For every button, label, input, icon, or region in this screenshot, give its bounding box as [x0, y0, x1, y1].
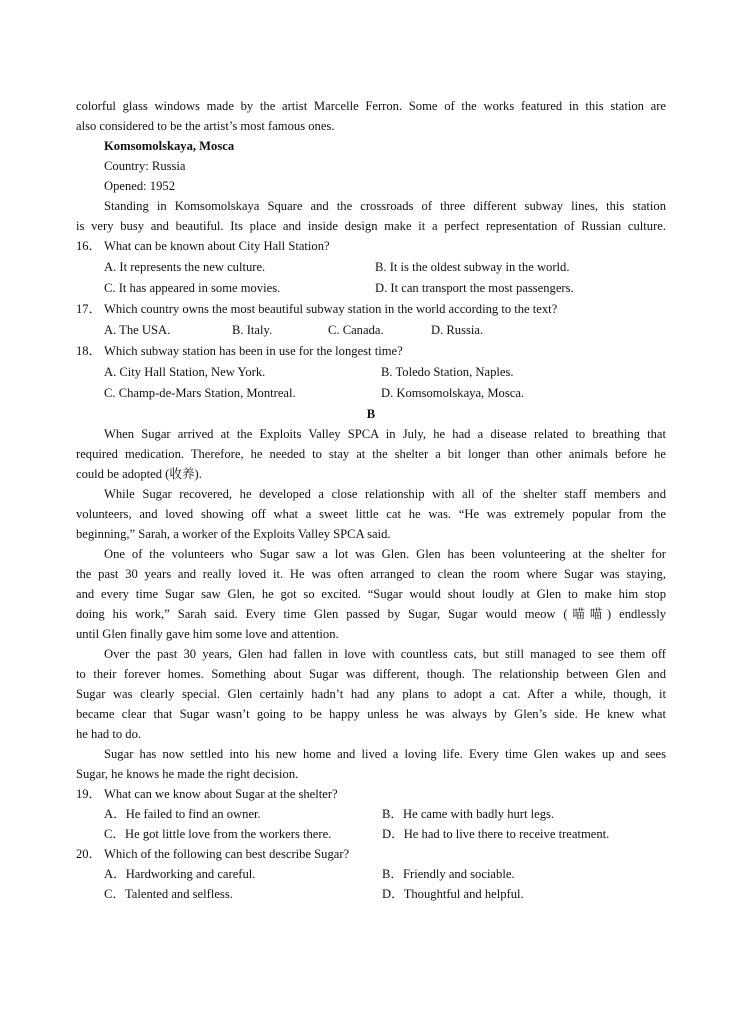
passage-line: Sugar, he knows he made the right decision.	[76, 767, 299, 781]
option-d: D. Russia.	[431, 323, 484, 337]
passage-line: Over the past 30 years, Glen had fallen in love with countless cats, but still managed to see them off	[104, 647, 666, 661]
passage-line: and every time Sugar saw Glen, he got so excited. “Sugar would shout loudly at Glen to make him stop	[76, 587, 666, 601]
option-a: A．Hardworking and careful.	[104, 867, 256, 881]
passage-line: colorful glass windows made by the artist Marcelle Ferron. Some of the works featured in this station are	[76, 99, 666, 113]
passage-line: While Sugar recovered, he developed a close relationship with all of the shelter staff members and	[104, 487, 666, 501]
question-text: What can be known about City Hall Station?	[104, 239, 330, 253]
question-text: Which country owns the most beautiful subway station in the world according to the text?	[104, 302, 558, 316]
option-a: A. It represents the new culture.	[104, 260, 266, 274]
station-country: Country: Russia	[104, 159, 186, 173]
option-a: A. City Hall Station, New York.	[104, 365, 266, 379]
options-row	[76, 278, 666, 299]
question-number: 16．	[76, 239, 102, 253]
passage-line: beginning,” Sarah, a worker of the Exploits Valley SPCA said.	[76, 527, 391, 541]
options-row	[76, 257, 666, 278]
question-17	[76, 299, 666, 320]
option-c: C. It has appeared in some movies.	[104, 281, 281, 295]
option-a: A. The USA.	[104, 323, 171, 337]
options-row	[76, 824, 666, 844]
options-row	[76, 383, 666, 404]
question-number: 20．	[76, 847, 102, 861]
option-b: B．He came with badly hurt legs.	[382, 807, 555, 821]
options-row	[76, 804, 666, 824]
option-a: A．He failed to find an owner.	[104, 807, 261, 821]
passage-line: One of the volunteers who Sugar saw a lot was Glen. Glen has been volunteering at the shelter for	[104, 547, 666, 561]
passage-line: until Glen finally gave him some love and attention.	[76, 627, 339, 641]
option-b: B. Italy.	[232, 323, 273, 337]
option-b: B．Friendly and sociable.	[382, 867, 515, 881]
passage-line: Standing in Komsomolskaya Square and the crossroads of three different subway lines, this station	[104, 199, 666, 213]
option-c: C．Talented and selfless.	[104, 887, 233, 901]
question-20	[76, 844, 666, 864]
option-d: D. Komsomolskaya, Mosca.	[381, 386, 525, 400]
station-title: Komsomolskaya, Mosca	[104, 139, 235, 153]
question-text: Which of the following can best describe Sugar?	[104, 847, 350, 861]
question-19	[76, 784, 666, 804]
option-d: D．Thoughtful and helpful.	[382, 887, 524, 901]
option-c: C. Champ-de-Mars Station, Montreal.	[104, 386, 296, 400]
passage-line: also considered to be the artist’s most famous ones.	[76, 119, 335, 133]
question-number: 18．	[76, 344, 102, 358]
passage-line: the past 30 years and really loved it. He was often arranged to clean the room where Sugar was staying,	[76, 567, 666, 581]
passage-line: When Sugar arrived at the Exploits Valley SPCA in July, he had a disease related to breathing that	[104, 427, 666, 441]
passage-line: Sugar was clearly special. Glen certainly hadn’t had any plans to adopt a cat. After a while, though, it	[76, 687, 666, 701]
options-row	[76, 864, 666, 884]
passage-line: required medication. Therefore, he needed to stay at the shelter a bit longer than other animals before he	[76, 447, 666, 461]
option-c: C. Canada.	[328, 323, 384, 337]
option-b: B. It is the oldest subway in the world.	[375, 260, 570, 274]
option-b: B. Toledo Station, Naples.	[381, 365, 514, 379]
options-row	[76, 884, 666, 904]
document-page	[76, 96, 666, 904]
options-row	[76, 362, 666, 383]
question-text: What can we know about Sugar at the shelter?	[104, 787, 338, 801]
question-number: 19．	[76, 787, 102, 801]
option-c: C．He got little love from the workers there.	[104, 827, 332, 841]
passage-line: doing his work,” Sarah said. Every time Glen passed by Sugar, Sugar would meow (喵喵) endlessly	[76, 607, 666, 621]
passage-line: became clear that Sugar wasn’t going to be happy unless he was always by Glen’s side. He knew what	[76, 707, 666, 721]
question-text: Which subway station has been in use for the longest time?	[104, 344, 403, 358]
passage-line: he had to do.	[76, 727, 142, 741]
question-number: 17．	[76, 302, 102, 316]
section-heading: B	[366, 407, 376, 421]
options-row	[76, 320, 666, 341]
passage-line: Sugar has now settled into his new home and lived a loving life. Every time Glen wakes up and sees	[104, 747, 666, 761]
option-d: D. It can transport the most passengers.	[375, 281, 574, 295]
passage-line: volunteers, and loved showing off what a sweet little cat he was. “He was extremely popular from the	[76, 507, 666, 521]
question-18	[76, 341, 666, 362]
passage-line: could be adopted (收养).	[76, 467, 202, 481]
passage-line: to their forever homes. Something about Sugar was different, though. The relationship between Glen and	[76, 667, 666, 681]
option-d: D．He had to live there to receive treatment.	[382, 827, 610, 841]
question-16	[76, 236, 666, 257]
passage-line: is very busy and beautiful. Its place and inside design make it a perfect representation of Russian culture.	[76, 219, 666, 233]
station-opened: Opened: 1952	[104, 179, 175, 193]
